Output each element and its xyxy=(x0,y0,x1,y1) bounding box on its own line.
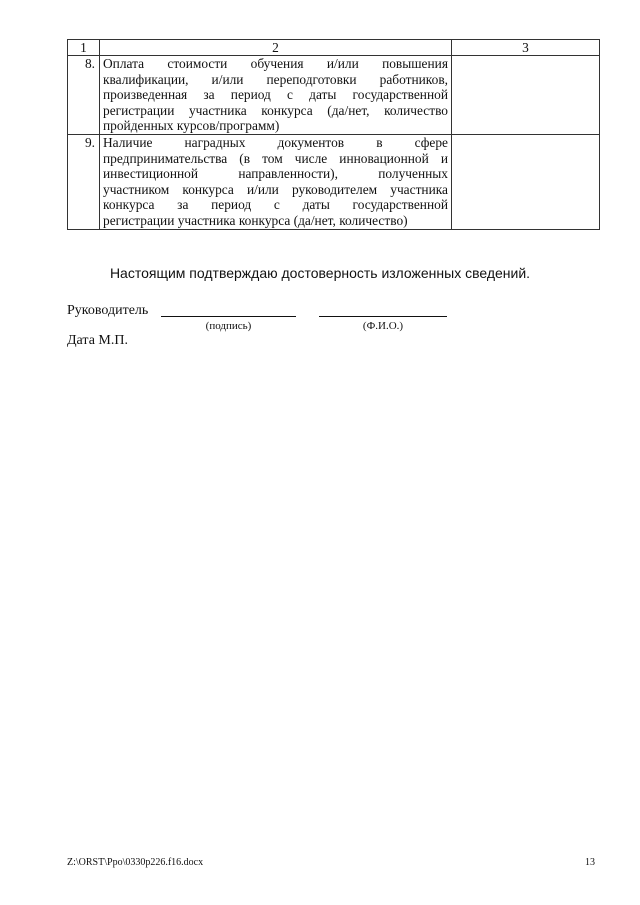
table-row xyxy=(68,134,600,229)
description-line: предпринимательства (в том числе инновационной и xyxy=(103,150,448,166)
description-line: регистрации участника конкурса (да/нет, количество xyxy=(103,102,448,118)
header-cell-3: 3 xyxy=(452,40,600,56)
row-number: 9. xyxy=(68,134,100,229)
signatory-label: Руководитель xyxy=(67,303,149,318)
description-line: регистрации участника конкурса (да/нет, количество) xyxy=(103,212,408,228)
table-header-row xyxy=(68,40,600,56)
footer-file-path: Z:\ORST\Ppo\0330p226.f16.docx xyxy=(67,857,204,868)
description-line: произведенная за период с даты государственной xyxy=(103,87,448,103)
name-blank xyxy=(319,316,447,317)
criteria-table xyxy=(67,39,600,230)
description-line: пройденных курсов/программ) xyxy=(103,118,280,134)
row-description xyxy=(100,134,452,229)
description-line: участником конкурса и/или руководителем участника xyxy=(103,181,448,197)
description-line: квалификации, и/или переподготовки работников, xyxy=(103,71,448,87)
page-number: 13 xyxy=(585,857,595,868)
description-line: Оплата стоимости обучения и/или повышения xyxy=(103,56,448,71)
row-value xyxy=(452,134,600,229)
row-value xyxy=(452,56,600,135)
row-number: 8. xyxy=(68,56,100,135)
date-stamp-line: Дата М.П. xyxy=(67,333,128,348)
name-caption: (Ф.И.О.) xyxy=(362,320,404,332)
description-line: Наличие наградных документов в сфере xyxy=(103,134,448,150)
header-cell-2: 2 xyxy=(100,40,452,56)
row-description xyxy=(100,56,452,135)
signature-caption: (подпись) xyxy=(205,320,252,332)
signature-blank xyxy=(161,316,296,317)
table-row xyxy=(68,56,600,135)
confirmation-statement: Настоящим подтверждаю достоверность изложенных сведений. xyxy=(109,265,531,281)
header-cell-1: 1 xyxy=(68,40,100,56)
description-line: конкурса за период с даты государственной xyxy=(103,197,448,213)
description-line: инвестиционной направленности), полученных xyxy=(103,166,448,182)
